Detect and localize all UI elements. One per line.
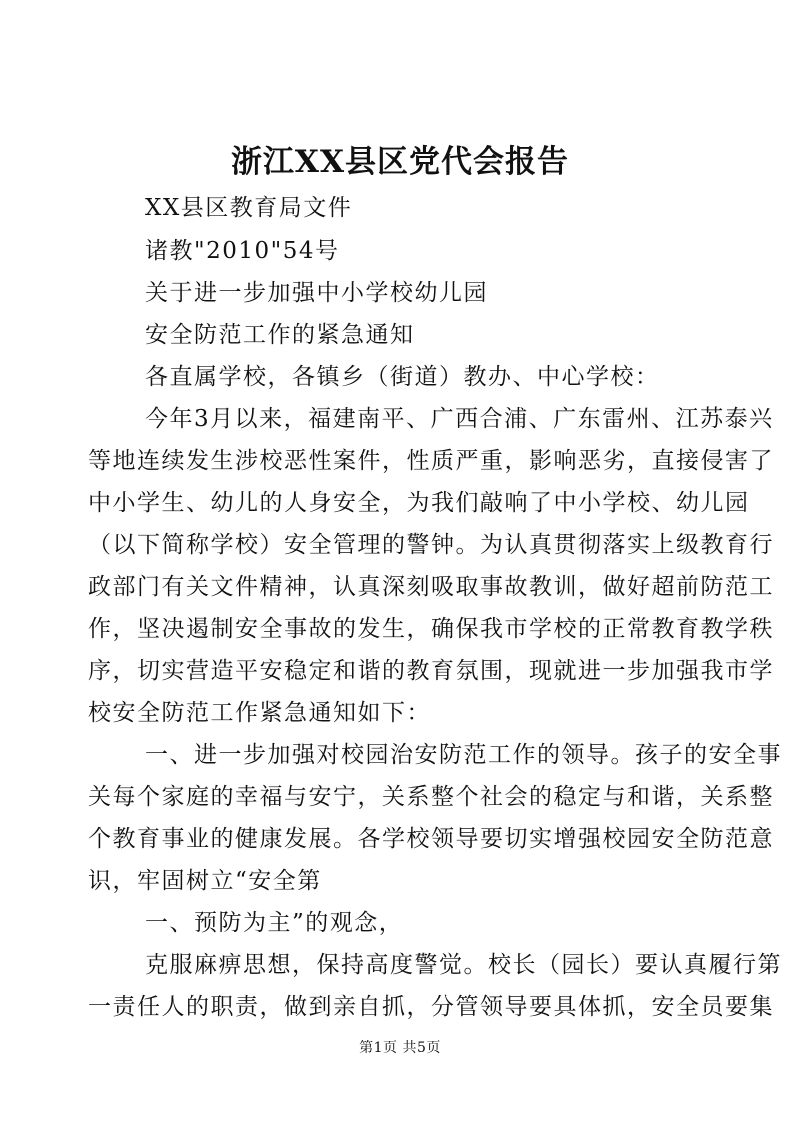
recipient-line: 各直属学校，各镇乡（街道）教办、中心学校： (145, 364, 660, 390)
body-paragraph-line: 识，牢固树立“安全第 (88, 868, 322, 894)
body-paragraph-line: 一、进一步加强对校园治安防范工作的领导。孩子的安全事 (145, 742, 782, 768)
body-paragraph-line: （以下简称学校）安全管理的警钟。为认真贯彻落实上级教育行 (88, 532, 774, 558)
body-paragraph-line: 一、预防为主”的观念， (145, 910, 404, 936)
body-paragraph-line: 克服麻痹思想，保持高度警觉。校长（园长）要认真履行第 (145, 952, 782, 978)
body-paragraph-line: 一责任人的职责，做到亲自抓，分管领导要具体抓，安全员要集 (88, 994, 774, 1020)
body-paragraph-line: 校安全防范工作紧急通知如下： (88, 700, 431, 726)
document-number-line: 诸教"2010"54号 (145, 238, 340, 264)
notice-subject-line-2: 安全防范工作的紧急通知 (145, 322, 415, 348)
body-paragraph-line: 中小学生、幼儿的人身安全，为我们敲响了中小学校、幼儿园 (88, 490, 750, 516)
issuer-line: XX县区教育局文件 (145, 195, 353, 221)
notice-subject-line-1: 关于进一步加强中小学校幼儿园 (145, 280, 488, 306)
body-paragraph-line: 等地连续发生涉校恶性案件，性质严重，影响恶劣，直接侵害了 (88, 448, 774, 474)
body-paragraph-line: 作，坚决遏制安全事故的发生，确保我市学校的正常教育教学秩 (88, 616, 774, 642)
body-paragraph-line: 今年3月以来，福建南平、广西合浦、广东雷州、江苏泰兴 (145, 406, 774, 432)
body-paragraph-line: 政部门有关文件精神，认真深刻吸取事故教训，做好超前防范工 (88, 574, 774, 600)
body-paragraph-line: 个教育事业的健康发展。各学校领导要切实增强校园安全防范意 (88, 826, 774, 852)
document-title: 浙江XX县区党代会报告 (230, 144, 570, 180)
page-number-footer: 第1页 共5页 (359, 1040, 441, 1056)
body-paragraph-line: 序，切实营造平安稳定和谐的教育氛围，现就进一步加强我市学 (88, 658, 774, 684)
body-paragraph-line: 关每个家庭的幸福与安宁，关系整个社会的稳定与和谐，关系整 (88, 784, 774, 810)
